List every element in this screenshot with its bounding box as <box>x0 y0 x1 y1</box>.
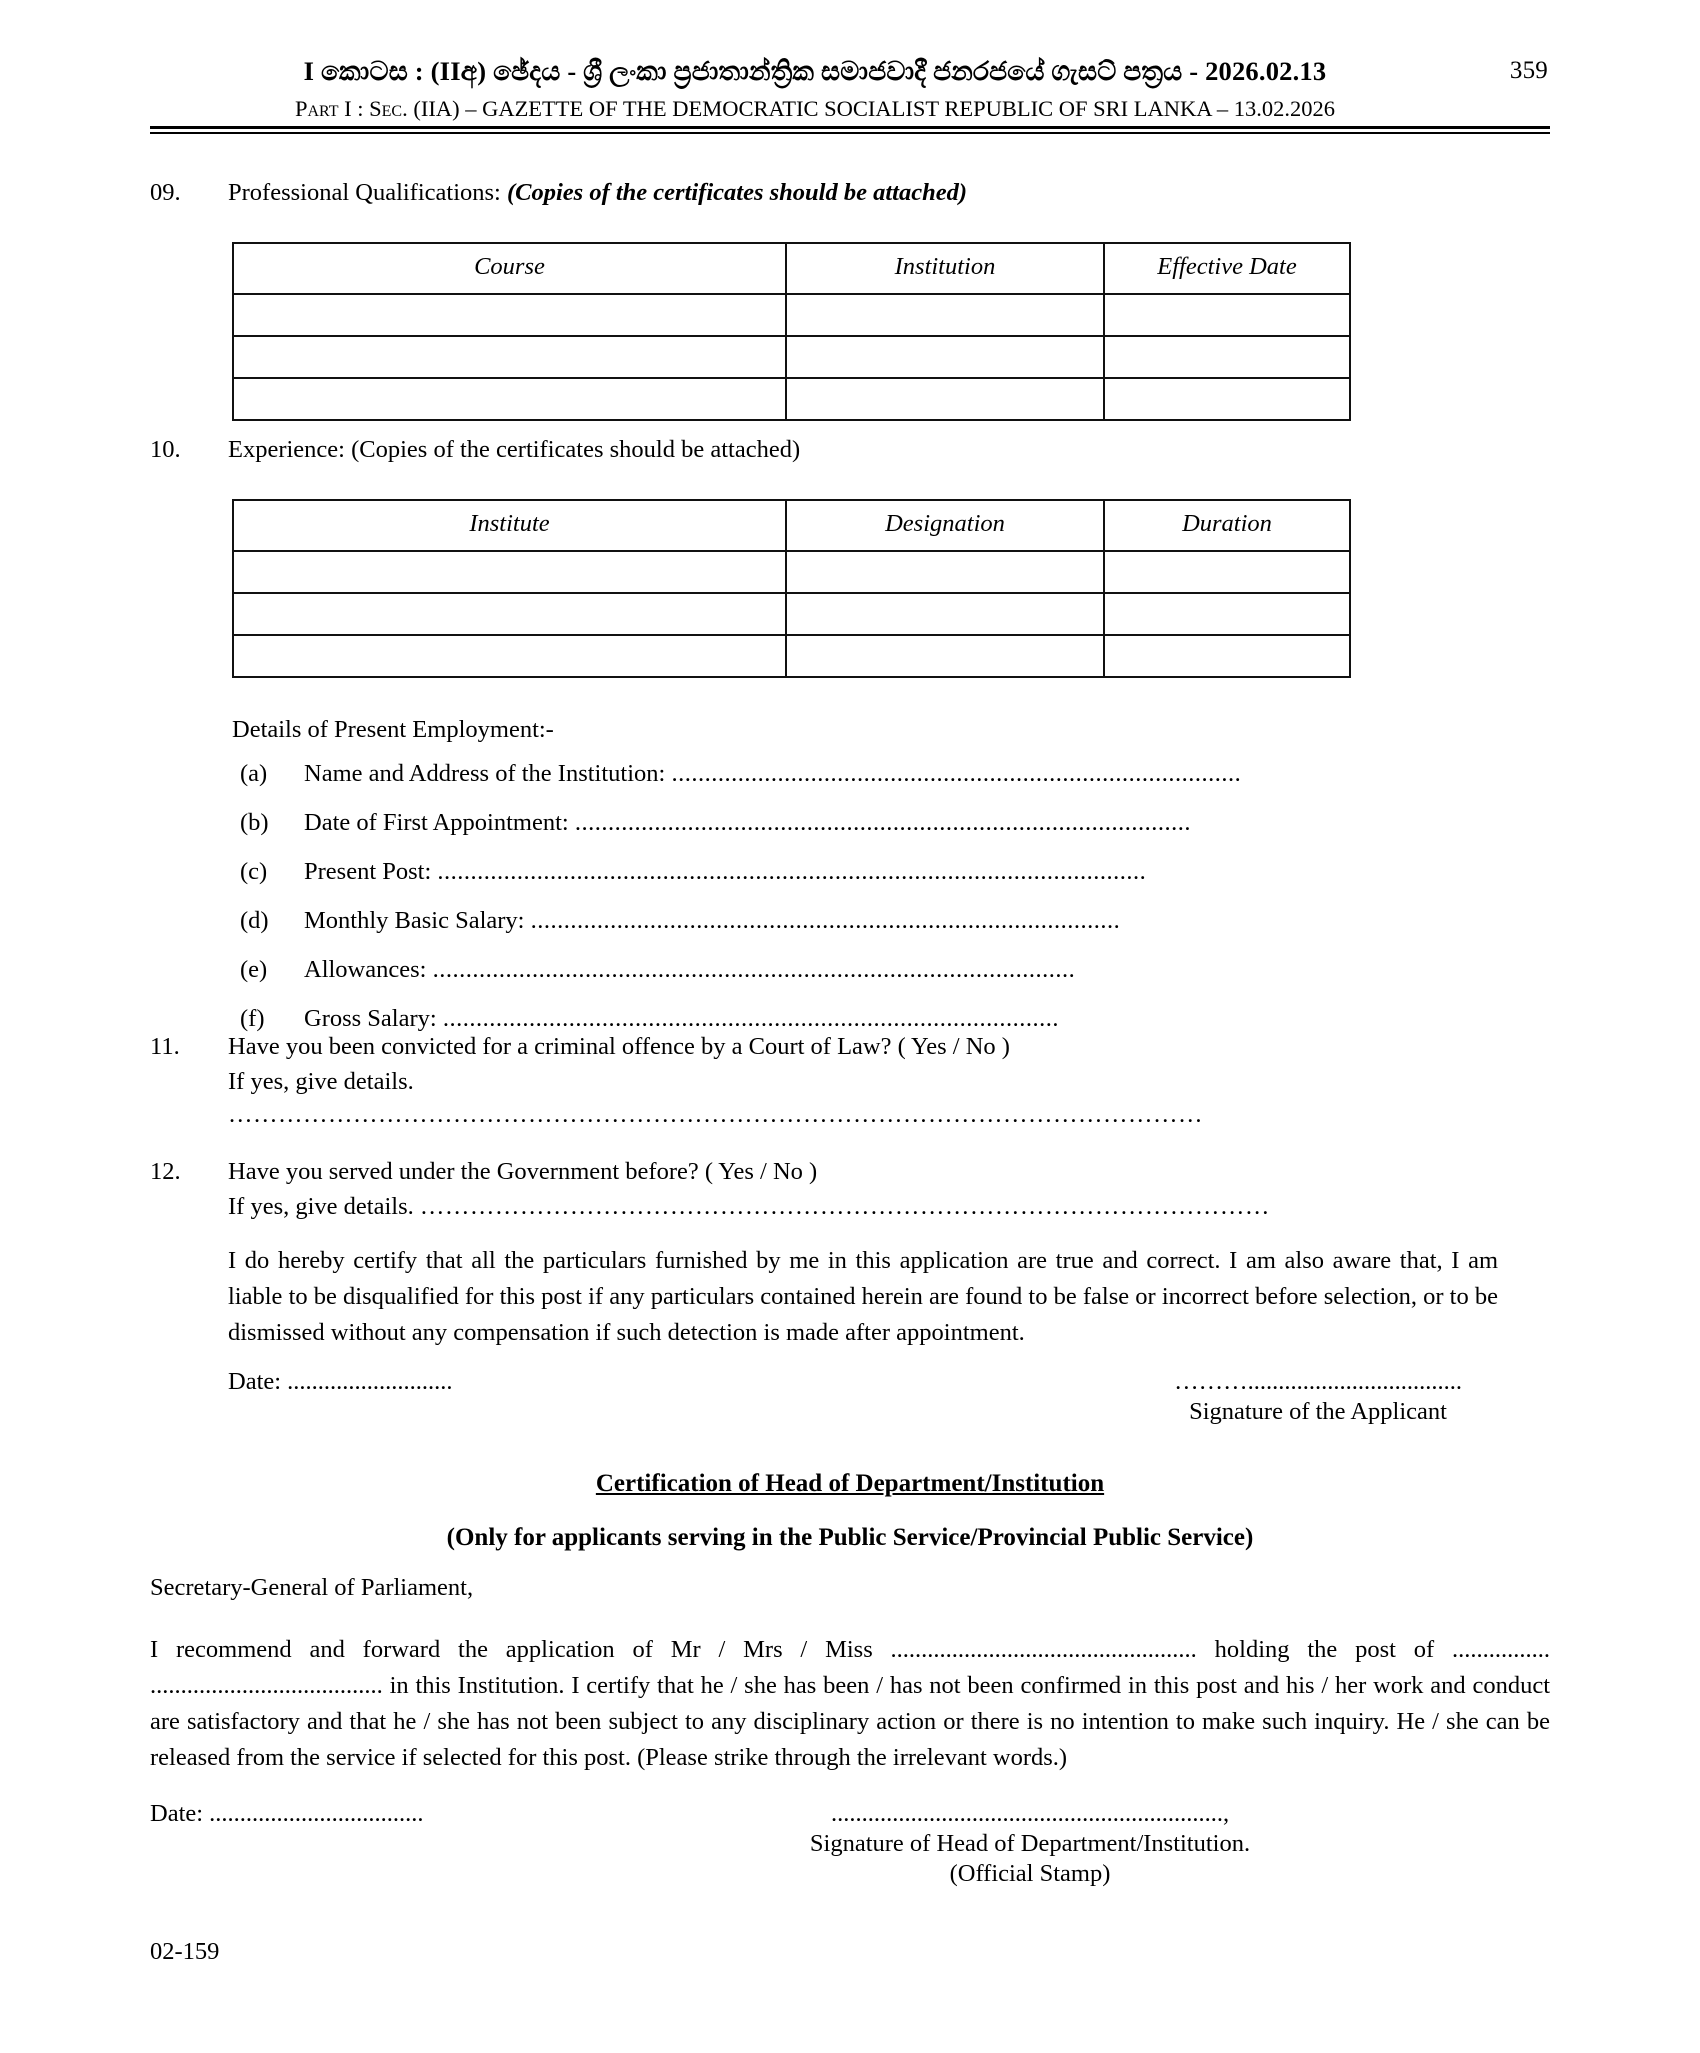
header-sinhala-line <box>150 56 1550 88</box>
cell-effective-date[interactable] <box>1104 336 1350 378</box>
item-11-instruction: If yes, give details. <box>228 1067 414 1095</box>
professional-qualifications-table <box>232 242 1351 421</box>
item-label-allowances: Allowances: <box>304 957 427 983</box>
head-signature-line[interactable]: ................................................................, <box>830 1800 1230 1827</box>
certification-subheading: (Only for applicants serving in the Public Service/Provincial Public Service) <box>446 1524 1254 1551</box>
cell-course[interactable] <box>233 378 786 420</box>
section-item-09 <box>0 176 1700 421</box>
professional-qualifications-table-wrap <box>232 242 1349 421</box>
present-employment-item-e[interactable] <box>232 958 1700 988</box>
fill-in-line-e[interactable]: ................................................................................................. <box>432 957 1076 983</box>
table-row[interactable] <box>233 378 1350 420</box>
cell-institute[interactable] <box>233 635 786 677</box>
cell-effective-date[interactable] <box>1104 378 1350 420</box>
header-divider-rule <box>150 126 1550 134</box>
fill-in-line-b[interactable]: ............................................................................................. <box>574 810 1191 836</box>
item-letter-f: (f) <box>240 1006 265 1032</box>
official-stamp-caption: (Official Stamp) <box>949 1860 1111 1887</box>
section-present-employment <box>0 718 1700 1056</box>
table-row[interactable] <box>233 551 1350 593</box>
item-10-heading <box>150 433 1550 468</box>
section-certification-body <box>150 1570 1550 1776</box>
item-11-block <box>150 1030 1550 1132</box>
fill-in-line-d[interactable]: ......................................................................................... <box>530 908 1121 934</box>
item-09-label: Professional Qualifications: <box>228 179 501 206</box>
experience-table-wrap <box>232 499 1349 678</box>
item-10-number: 10. <box>150 436 181 463</box>
column-header-institute: Institute <box>233 500 786 551</box>
item-11-number: 11. <box>150 1033 180 1060</box>
cell-duration[interactable] <box>1104 635 1350 677</box>
cell-designation[interactable] <box>786 635 1104 677</box>
section-applicant-signature <box>228 1368 1498 1444</box>
cell-course[interactable] <box>233 336 786 378</box>
experience-table <box>232 499 1351 678</box>
cell-course[interactable] <box>233 294 786 336</box>
item-11-fill-in-line[interactable]: ……………………………………………………………………………………………………… <box>228 1100 1203 1128</box>
applicant-signature-row <box>228 1368 1498 1444</box>
head-date-field[interactable]: Date: ................................... <box>150 1800 424 1827</box>
applicant-signature-caption: Signature of the Applicant <box>1189 1398 1447 1425</box>
cell-effective-date[interactable] <box>1104 294 1350 336</box>
table-row[interactable] <box>233 593 1350 635</box>
item-letter-a: (a) <box>240 761 268 787</box>
page-number: 359 <box>1509 57 1548 84</box>
present-employment-block <box>232 718 1700 1037</box>
table-row[interactable] <box>233 294 1350 336</box>
certification-heading-text: Certification of Head of Department/Institution <box>595 1470 1105 1497</box>
present-employment-item-c[interactable] <box>232 860 1700 890</box>
item-12-number: 12. <box>150 1158 181 1185</box>
item-label-gross-salary: Gross Salary: <box>304 1006 437 1032</box>
applicant-date-field[interactable]: Date: ........................... <box>228 1368 453 1395</box>
cell-designation[interactable] <box>786 551 1104 593</box>
table-row[interactable] <box>233 336 1350 378</box>
item-09-note: (Copies of the certificates should be attached) <box>506 179 967 206</box>
table-header-row <box>233 500 1350 551</box>
certification-recommendation-text: I recommend and forward the application of Mr / Mrs / Miss .................................................. holding the post of ................ ...................................... in this Institution. I certify that he / she has been / has not been confirmed in this post and his / her work and conduct are satisfactory and that he / she has not been subject to any disciplinary action or there is no intention to make such inquiry. He / she can be released from the service if selected for this post. (Please strike through the irrelevant words.) <box>150 1636 1550 1771</box>
certification-heading <box>150 1470 1550 1498</box>
cell-designation[interactable] <box>786 593 1104 635</box>
head-signature-row <box>150 1800 1550 1910</box>
present-employment-item-d[interactable] <box>232 909 1700 939</box>
footer-document-code: 02-159 <box>150 1938 220 1965</box>
certification-addressee: Secretary-General of Parliament, <box>150 1574 474 1601</box>
item-letter-b: (b) <box>240 810 269 836</box>
page-header <box>150 56 1550 122</box>
section-item-11 <box>0 1030 1700 1132</box>
item-letter-c: (c) <box>240 859 268 885</box>
section-item-10 <box>0 433 1700 678</box>
cell-duration[interactable] <box>1104 551 1350 593</box>
declaration-text: I do hereby certify that all the particulars furnished by me in this application are true and correct. I am also aware that, I am liable to be disqualified for this post if any particulars contained herein are found to be false or incorrect before selection, or to be dismissed without any compensation if such detection is made after appointment. <box>228 1247 1498 1346</box>
item-letter-e: (e) <box>240 957 268 983</box>
item-10-label: Experience: (Copies of the certificates should be attached) <box>228 436 801 463</box>
item-label-monthly-basic-salary: Monthly Basic Salary: <box>304 908 525 934</box>
fill-in-line-a[interactable]: ...................................................................................... <box>671 761 1242 787</box>
head-signature-caption: Signature of Head of Department/Institution. <box>809 1830 1251 1857</box>
item-label-date-first-appointment: Date of First Appointment: <box>304 810 569 836</box>
fill-in-line-f[interactable]: ............................................................................................. <box>442 1006 1059 1032</box>
item-12-fill-in-line[interactable]: ………………………………………………………………………………………… <box>419 1192 1270 1220</box>
present-employment-item-a[interactable] <box>232 762 1700 792</box>
cell-institute[interactable] <box>233 593 786 635</box>
item-09-heading <box>150 176 1550 211</box>
section-certification-heading <box>150 1470 1550 1552</box>
cell-institute[interactable] <box>233 551 786 593</box>
column-header-course: Course <box>233 243 786 294</box>
item-12-question: Have you served under the Government before? ( Yes / No ) <box>228 1158 818 1185</box>
table-row[interactable] <box>233 635 1350 677</box>
present-employment-item-b[interactable] <box>232 811 1700 841</box>
cell-institution[interactable] <box>786 294 1104 336</box>
item-letter-d: (d) <box>240 908 269 934</box>
item-label-institution-name-address: Name and Address of the Institution: <box>304 761 666 787</box>
section-head-signature <box>150 1800 1550 1910</box>
item-11-question: Have you been convicted for a criminal offence by a Court of Law? ( Yes / No ) <box>228 1033 1010 1060</box>
cell-duration[interactable] <box>1104 593 1350 635</box>
table-header-row <box>233 243 1350 294</box>
cell-institution[interactable] <box>786 378 1104 420</box>
item-label-present-post: Present Post: <box>304 859 432 885</box>
column-header-designation: Designation <box>786 500 1104 551</box>
column-header-effective-date: Effective Date <box>1104 243 1350 294</box>
section-declaration <box>228 1243 1498 1351</box>
item-12-instruction: If yes, give details. <box>228 1192 414 1220</box>
column-header-institution: Institution <box>786 243 1104 294</box>
header-sinhala-text: I කොටස : (IIඅ) ඡේදය - ශ්‍රී ලංකා ප්‍රජාතාන්ත්‍රික සමාජවාදී ජනරජයේ ගැසට් පත්‍රය - 2026.02.13 <box>303 56 1327 86</box>
section-item-12 <box>0 1155 1700 1225</box>
cell-institution[interactable] <box>786 336 1104 378</box>
column-header-duration: Duration <box>1104 500 1350 551</box>
fill-in-line-c[interactable]: ........................................................................................................... <box>437 859 1147 885</box>
header-english-line: Part I : Sec. (IIA) – GAZETTE OF THE DEMOCRATIC SOCIALIST REPUBLIC OF SRI LANKA – 13.02.2026 <box>294 96 1336 121</box>
item-12-block <box>150 1155 1550 1225</box>
applicant-signature-line[interactable]: ………................................... <box>1174 1368 1462 1395</box>
present-employment-title: Details of Present Employment:- <box>232 716 554 743</box>
item-09-number: 09. <box>150 179 181 206</box>
